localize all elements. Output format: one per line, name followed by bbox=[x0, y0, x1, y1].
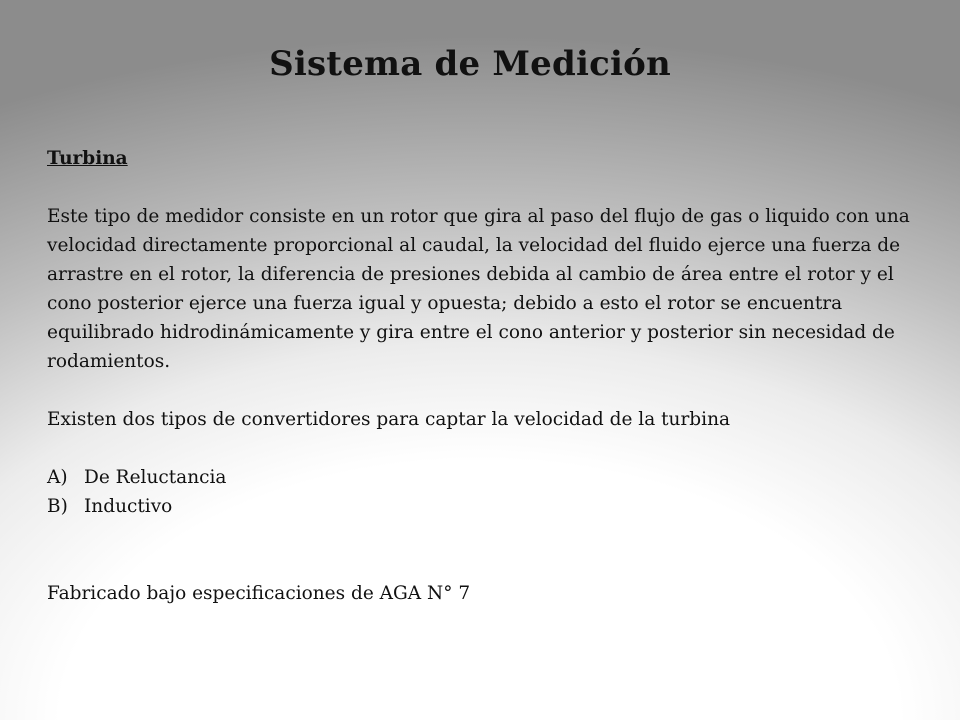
converters-intro-paragraph: Existen dos tipos de convertidores para captar la velocidad de la turbina bbox=[47, 409, 731, 430]
slide-content bbox=[47, 144, 917, 608]
list-item bbox=[47, 463, 917, 492]
list-item-marker: A) bbox=[47, 467, 68, 488]
section-heading: Turbina bbox=[47, 148, 128, 169]
list-item-text: Inductivo bbox=[84, 496, 173, 517]
list-item-text: De Reluctancia bbox=[84, 467, 227, 488]
list-item bbox=[47, 492, 917, 521]
description-paragraph: Este tipo de medidor consiste en un rotor que gira al paso del flujo de gas o liquido con una velocidad directamente proporcional al caudal, la velocidad del fluido ejerce una fuerza de arrastre en el rotor, la diferencia de presiones debida al cambio de área entre el rotor y el cono posterior ejerce una fuerza igual y opuesta; debido a esto el rotor se encuentra equilibrado hidrodinámicamente y gira entre el cono anterior y posterior sin necesidad de rodamientos. bbox=[47, 206, 910, 372]
specification-note: Fabricado bajo especificaciones de AGA N° 7 bbox=[47, 583, 471, 604]
list-item-marker: B) bbox=[47, 496, 68, 517]
converter-types-list bbox=[47, 463, 917, 521]
slide-title: Sistema de Medición bbox=[269, 44, 671, 84]
